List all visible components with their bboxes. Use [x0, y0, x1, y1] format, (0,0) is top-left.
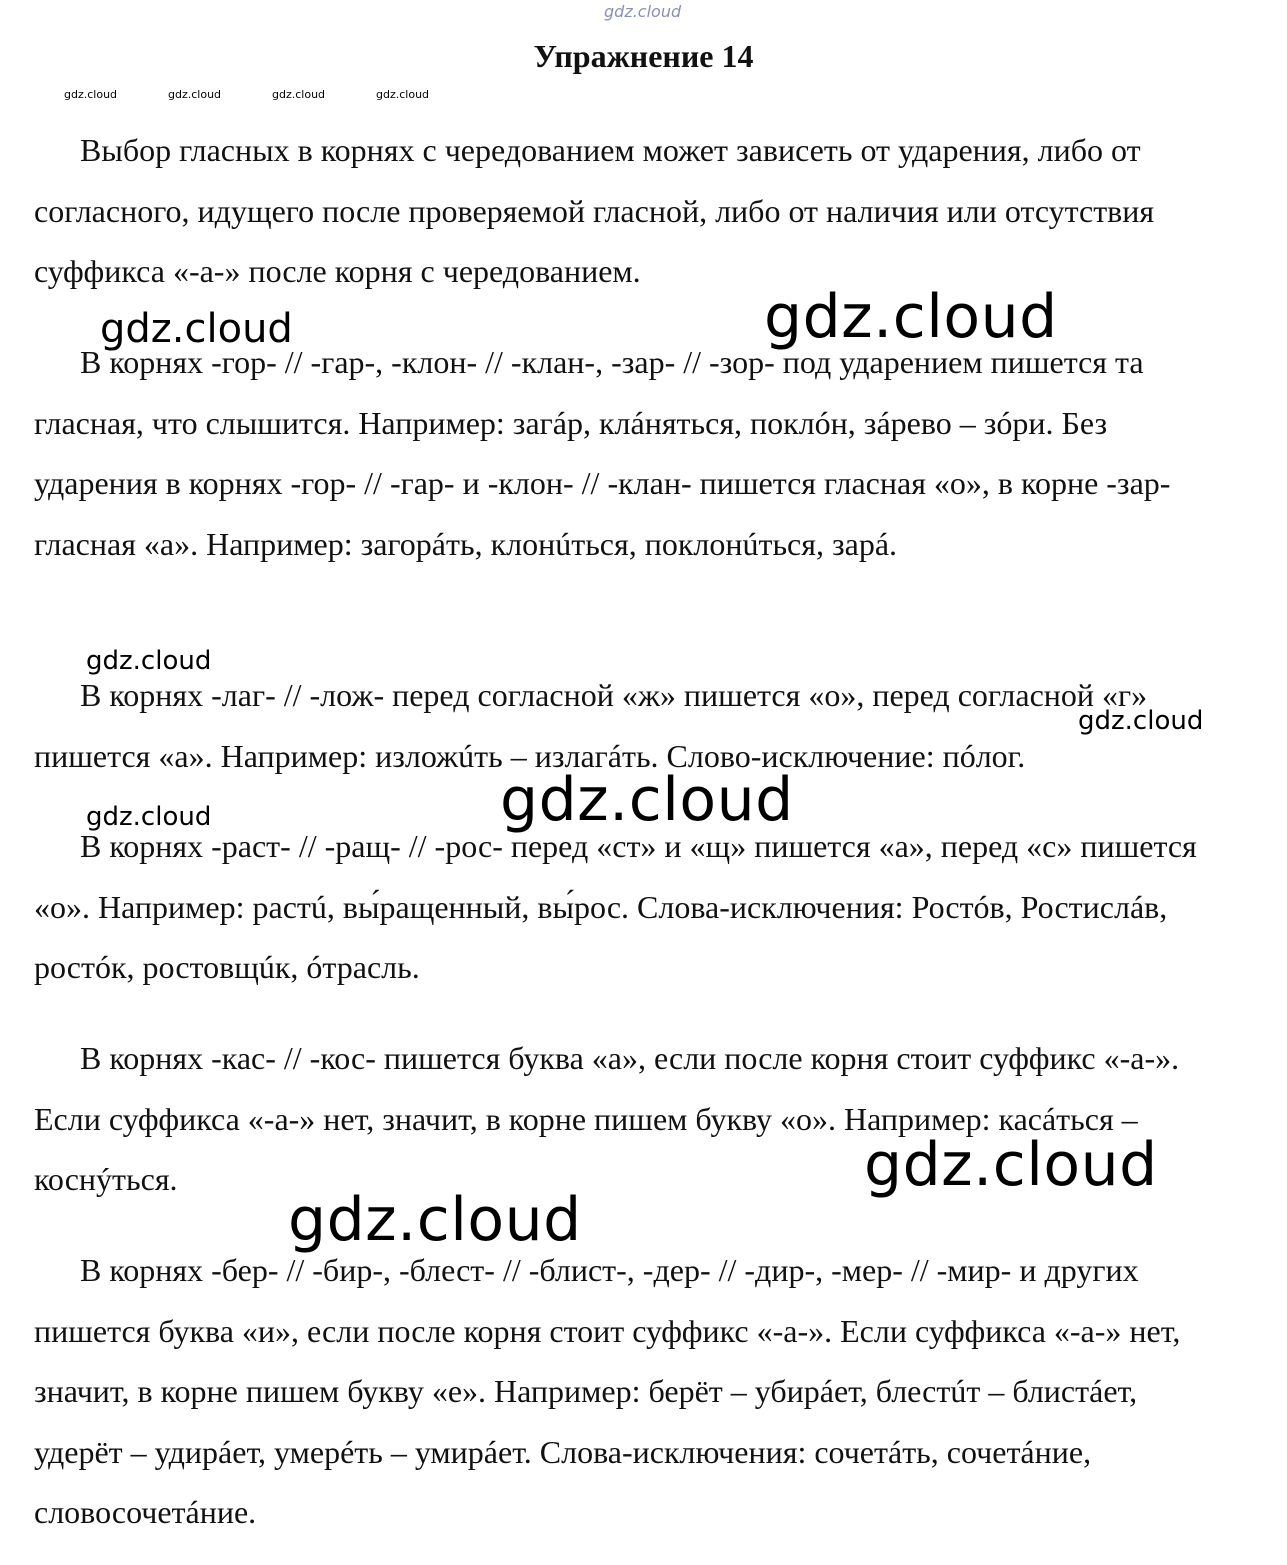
paragraph-lag-lozh: В корнях -лаг- // -лож- перед согласной «ж» пишется «о», перед согласной «г» пишется «а». Например: изложúть – излагáть. Слово-исключение: пóлог. [34, 677, 1148, 774]
paragraph-ber-bir: В корнях -бер- // -бир-, -блест- // -блист-, -дер- // -дир-, -мер- // -мир- и других пишется буква «и», если после корня стоит суффикс «-а-». Если суффикса «-а-» нет, значит, в корне пишем букву «е». Например: берёт – убирáет, блестúт – блистáет, удерёт – удирáет, умерéть – умирáет. Слова-исключения: сочетáть, сочетáние, словосочетáние. [34, 1252, 1181, 1530]
watermark-large: gdz.cloud [864, 1130, 1158, 1200]
watermark-top: gdz.cloud [604, 2, 682, 21]
watermark-tiny: gdz.cloud [64, 88, 118, 101]
watermark-medium: gdz.cloud [86, 802, 212, 832]
watermark-medium: gdz.cloud [86, 646, 212, 676]
watermark-tiny: gdz.cloud [272, 88, 326, 101]
watermark-large: gdz.cloud [288, 1185, 582, 1255]
watermark-tiny: gdz.cloud [376, 88, 430, 101]
watermark-medium: gdz.cloud [100, 306, 293, 352]
watermark-medium: gdz.cloud [1078, 706, 1204, 736]
paragraph-rast-ros: В корнях -раст- // -ращ- // -рос- перед «ст» и «щ» пишется «а», перед «с» пишется «о». Например: растú, вы́ращенный, вы́рос. Слова-исключения: Ростóв, Ростислáв, ростóк, ростовщúк, óтрасль. [34, 828, 1197, 985]
watermark-large: gdz.cloud [764, 282, 1058, 352]
watermark-tiny: gdz.cloud [168, 88, 222, 101]
paragraph-gor-gar: В корнях -гор- // -гар-, -клон- // -клан-, -зар- // -зор- под ударением пишется та гласная, что слышится. Например: загáр, клáняться, поклóн, зáрево – зóри. Без ударения в корнях -гор- // -гар- и -клон- // -клан- пишется гласная «о», в корне -зар- гласная «а». Например: загорáть, клонúться, поклонúться, зарá. [34, 344, 1171, 562]
watermark-large: gdz.cloud [500, 765, 794, 835]
paragraph-intro: Выбор гласных в корнях с чередованием может зависеть от ударения, либо от согласного, идущего после проверяемой гласной, либо от наличия или отсутствия суффикса «-а-» после корня с чередованием. [34, 132, 1155, 289]
paragraph-kas-kos: В корнях -кас- // -кос- пишется буква «а», если после корня стоит суффикс «-а-». Если суффикса «-а-» нет, значит, в корне пишем букву «о». Например: касáться – коснýться. [34, 1040, 1180, 1197]
page-title: Упражнение 14 [533, 38, 754, 74]
